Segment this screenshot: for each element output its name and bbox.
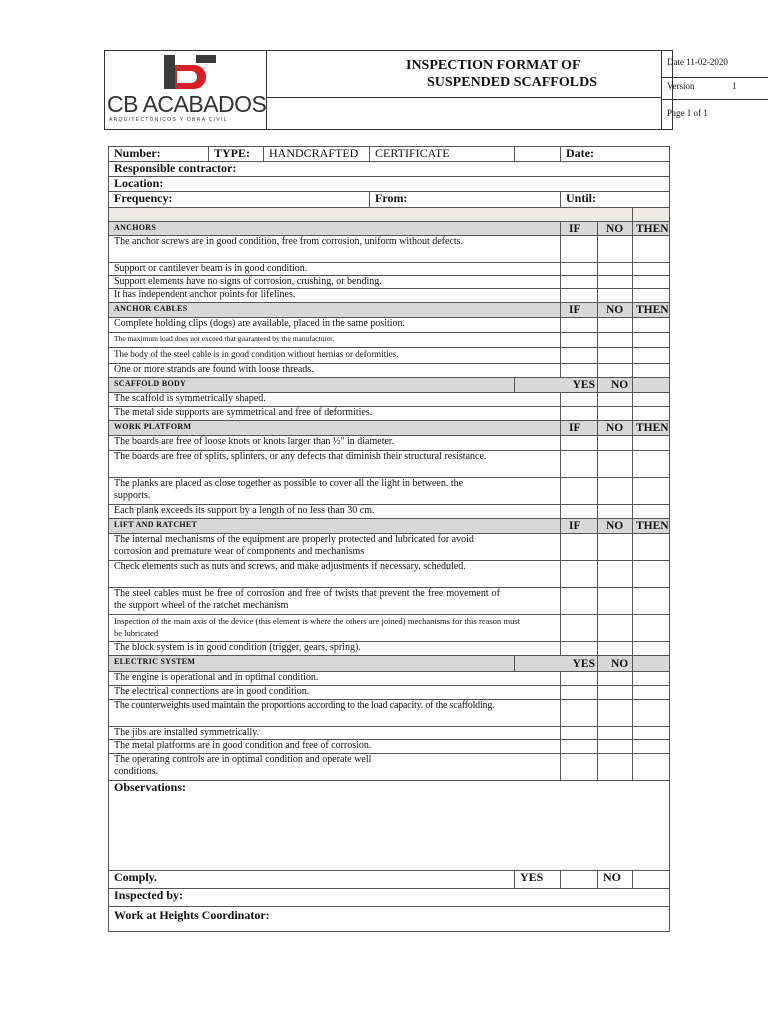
section-title: ELECTRIC SYSTEM xyxy=(109,656,515,672)
checklist-row xyxy=(109,451,670,478)
checklist-item: The operating controls are in optimal condition and operate well conditions. xyxy=(109,754,561,781)
type-label: TYPE: xyxy=(209,147,264,162)
section-title: WORK PLATFORM xyxy=(109,421,561,436)
check-yes[interactable] xyxy=(561,407,598,421)
comply-label: Comply. xyxy=(109,871,515,889)
section-anchor-cables xyxy=(109,303,670,318)
col-if: IF xyxy=(561,421,598,436)
coordinator-field[interactable]: Work at Heights Coordinator: xyxy=(109,907,670,932)
check-no[interactable] xyxy=(598,289,633,303)
comply-no-label: NO xyxy=(598,871,633,889)
doc-version xyxy=(662,78,768,100)
frequency-field[interactable]: Frequency: xyxy=(109,192,370,208)
comply-row xyxy=(109,871,670,889)
check-yes[interactable] xyxy=(561,700,598,727)
checklist-row xyxy=(109,615,670,642)
checklist-item: The steel cables must be free of corrosion and free of twists that prevent the free movement of the support wheel of the ratchet mechanism xyxy=(109,588,561,615)
checklist-row xyxy=(109,588,670,615)
col-then: THEN xyxy=(633,303,670,318)
comply-no-box[interactable] xyxy=(633,871,670,889)
check-then[interactable] xyxy=(633,436,670,451)
check-then[interactable] xyxy=(633,348,670,364)
checklist-row xyxy=(109,236,670,263)
document-header xyxy=(104,50,737,130)
checklist-row xyxy=(109,534,670,561)
check-if[interactable] xyxy=(561,478,598,505)
checklist-item: The internal mechanisms of the equipment are properly protected and lubricated for avoid corrosion and premature wear of components and mechanisms xyxy=(109,534,561,561)
company-logo xyxy=(105,51,267,129)
check-then[interactable] xyxy=(633,364,670,378)
check-then[interactable] xyxy=(633,642,670,656)
col-yes: YES xyxy=(515,656,598,672)
version-label: Version xyxy=(667,81,695,91)
checklist-item: The body of the steel cable is in good condition without hernias or deformities. xyxy=(109,348,561,364)
from-field[interactable]: From: xyxy=(370,192,561,208)
checklist-row xyxy=(109,700,670,727)
section-anchors xyxy=(109,222,670,236)
check-if[interactable] xyxy=(561,263,598,276)
check-if[interactable] xyxy=(561,505,598,519)
check-then[interactable] xyxy=(633,236,670,263)
checklist-row xyxy=(109,672,670,686)
checklist-item: The metal side supports are symmetrical and free of deformities. xyxy=(109,407,561,421)
check-no[interactable] xyxy=(598,700,633,727)
version-number: 1 xyxy=(732,81,737,91)
logo-mark-icon xyxy=(160,53,222,93)
check-then[interactable] xyxy=(633,318,670,333)
check-no[interactable] xyxy=(598,615,633,642)
check-no[interactable] xyxy=(598,588,633,615)
col-if: IF xyxy=(561,303,598,318)
check-no[interactable] xyxy=(598,436,633,451)
checklist-row xyxy=(109,348,670,364)
check-yes[interactable] xyxy=(561,727,598,740)
section-lift-ratchet xyxy=(109,519,670,534)
check-if[interactable] xyxy=(561,236,598,263)
checklist-row xyxy=(109,289,670,303)
check-yes[interactable] xyxy=(561,672,598,686)
title-line-1: INSPECTION FORMAT OF xyxy=(406,58,581,73)
col-no: NO xyxy=(598,303,633,318)
check-then[interactable] xyxy=(633,451,670,478)
checklist-row xyxy=(109,333,670,348)
handcrafted-option[interactable]: HANDCRAFTED xyxy=(264,147,370,162)
logo-tagline: ARQUITECTONICOS Y OBRA CIVIL xyxy=(109,117,228,123)
check-no[interactable] xyxy=(598,333,633,348)
checklist-item: The metal platforms are in good condition and free of corrosion. xyxy=(109,740,561,754)
col-yes: YES xyxy=(515,378,598,393)
responsible-contractor-field[interactable]: Responsible contractor: xyxy=(109,162,670,177)
title-line-2: SUSPENDED SCAFFOLDS xyxy=(427,75,597,90)
info-row-number xyxy=(109,147,670,162)
section-scaffold-body xyxy=(109,378,670,393)
checklist-item: The counterweights used maintain the proportions according to the load capacity. of the scaffolding. xyxy=(109,700,561,727)
checklist-row xyxy=(109,478,670,505)
check-no[interactable] xyxy=(598,672,633,686)
doc-page: Page 1 of 1 xyxy=(667,108,708,118)
checklist-item: The block system is in good condition (trigger, gears, spring). xyxy=(109,642,561,656)
check-if[interactable] xyxy=(561,436,598,451)
check-no[interactable] xyxy=(598,754,633,781)
check-no[interactable] xyxy=(598,407,633,421)
blank-band xyxy=(109,208,670,222)
col-then: THEN xyxy=(633,421,670,436)
section-title: ANCHORS xyxy=(109,222,561,236)
checklist-row xyxy=(109,393,670,407)
checklist-row xyxy=(109,263,670,276)
check-yes[interactable] xyxy=(561,740,598,754)
check-then[interactable] xyxy=(633,478,670,505)
check-no[interactable] xyxy=(598,740,633,754)
check-no[interactable] xyxy=(598,364,633,378)
title-blank-cell xyxy=(267,98,662,129)
col-if: IF xyxy=(561,519,598,534)
check-then[interactable] xyxy=(633,505,670,519)
col-no: NO xyxy=(598,421,633,436)
checklist-row xyxy=(109,727,670,740)
check-then[interactable] xyxy=(633,276,670,289)
section-title: ANCHOR CABLES xyxy=(109,303,561,318)
checklist-item: The engine is operational and in optimal condition. xyxy=(109,672,561,686)
checklist-item: The jibs are installed symmetrically. xyxy=(109,727,561,740)
checklist-item: It has independent anchor points for lifelines. xyxy=(109,289,561,303)
section-work-platform xyxy=(109,421,670,436)
document-title xyxy=(267,51,662,98)
check-yes[interactable] xyxy=(561,686,598,700)
inspection-form xyxy=(108,146,670,932)
check-then[interactable] xyxy=(633,588,670,615)
check-then[interactable] xyxy=(633,263,670,276)
check-then[interactable] xyxy=(633,534,670,561)
checklist-item: The anchor screws are in good condition, free from corrosion, uniform without defects. xyxy=(109,236,561,263)
checklist-row xyxy=(109,505,670,519)
doc-date: Date 11-02-2020 xyxy=(662,51,768,78)
number-field[interactable]: Number: xyxy=(109,147,209,162)
section-title: LIFT AND RATCHET xyxy=(109,519,561,534)
checklist-row xyxy=(109,740,670,754)
observations-row xyxy=(109,781,670,871)
col-no: NO xyxy=(598,222,633,236)
check-no[interactable] xyxy=(598,318,633,333)
check-if[interactable] xyxy=(561,642,598,656)
check-then[interactable] xyxy=(633,561,670,588)
logo-wordmark: CB ACABADOS xyxy=(107,91,267,117)
info-row-responsible xyxy=(109,162,670,177)
check-no[interactable] xyxy=(598,686,633,700)
check-no[interactable] xyxy=(598,263,633,276)
check-if[interactable] xyxy=(561,276,598,289)
check-if[interactable] xyxy=(561,333,598,348)
check-if[interactable] xyxy=(561,318,598,333)
check-no[interactable] xyxy=(598,236,633,263)
check-no[interactable] xyxy=(598,727,633,740)
certificate-option[interactable]: CERTIFICATE xyxy=(370,147,515,162)
checklist-row xyxy=(109,642,670,656)
check-if[interactable] xyxy=(561,561,598,588)
check-no[interactable] xyxy=(598,642,633,656)
check-no[interactable] xyxy=(598,276,633,289)
check-no[interactable] xyxy=(598,393,633,407)
check-no[interactable] xyxy=(598,534,633,561)
checklist-item: Each plank exceeds its support by a length of no less than 30 cm. xyxy=(109,505,561,519)
col-no: NO xyxy=(598,378,633,393)
observations-field[interactable]: Observations: xyxy=(109,781,670,871)
check-no[interactable] xyxy=(598,348,633,364)
coordinator-row xyxy=(109,907,670,932)
section-title: SCAFFOLD BODY xyxy=(109,378,515,393)
comply-yes-box[interactable] xyxy=(561,871,598,889)
checklist-item: Complete holding clips (dogs) are available, placed in the same position. xyxy=(109,318,561,333)
checklist-item: Inspection of the main axis of the device (this element is where the others are joined) mechanisms for this reason must be lubricated xyxy=(109,615,561,642)
check-then[interactable] xyxy=(633,615,670,642)
checklist-row xyxy=(109,561,670,588)
check-yes[interactable] xyxy=(561,754,598,781)
check-if[interactable] xyxy=(561,364,598,378)
checklist-item: The maximum load does not exceed that guaranteed by the manufacturer. xyxy=(109,333,561,348)
section-electric-system xyxy=(109,656,670,672)
checklist-row xyxy=(109,407,670,421)
info-row-frequency xyxy=(109,192,670,208)
check-no[interactable] xyxy=(598,451,633,478)
checklist-item: The electrical connections are in good condition. xyxy=(109,686,561,700)
checklist-item: Support elements have no signs of corrosion, crushing, or bending. xyxy=(109,276,561,289)
checklist-row xyxy=(109,364,670,378)
check-if[interactable] xyxy=(561,451,598,478)
checklist-row xyxy=(109,276,670,289)
col-no: NO xyxy=(598,656,633,672)
comply-yes-label: YES xyxy=(515,871,561,889)
location-field[interactable]: Location: xyxy=(109,177,670,192)
checklist-item: One or more strands are found with loose threads. xyxy=(109,364,561,378)
checklist-item: The planks are placed as close together as possible to cover all the light in between. the supports. xyxy=(109,478,561,505)
col-then: THEN xyxy=(633,222,670,236)
check-yes[interactable] xyxy=(561,393,598,407)
checklist-item: Support or cantilever beam is in good condition. xyxy=(109,263,561,276)
until-field[interactable]: Until: xyxy=(561,192,670,208)
col-if: IF xyxy=(561,222,598,236)
info-row-location xyxy=(109,177,670,192)
type-blank[interactable] xyxy=(515,147,561,162)
checklist-item: The boards are free of loose knots or knots larger than ½" in diameter. xyxy=(109,436,561,451)
date-field[interactable]: Date: xyxy=(561,147,670,162)
check-no[interactable] xyxy=(598,478,633,505)
inspected-by-field[interactable]: Inspected by: xyxy=(109,889,670,907)
check-if[interactable] xyxy=(561,289,598,303)
checklist-row xyxy=(109,754,670,781)
col-then: THEN xyxy=(633,519,670,534)
inspected-row xyxy=(109,889,670,907)
col-no: NO xyxy=(598,519,633,534)
check-if[interactable] xyxy=(561,588,598,615)
checklist-row xyxy=(109,436,670,451)
check-no[interactable] xyxy=(598,561,633,588)
check-no[interactable] xyxy=(598,505,633,519)
checklist-item: The scaffold is symmetrically shaped. xyxy=(109,393,561,407)
check-if[interactable] xyxy=(561,348,598,364)
check-then[interactable] xyxy=(633,333,670,348)
checklist-row xyxy=(109,318,670,333)
checklist-item: Check elements such as nuts and screws, and make adjustments if necessary. scheduled. xyxy=(109,561,561,588)
check-if[interactable] xyxy=(561,534,598,561)
check-then[interactable] xyxy=(633,289,670,303)
checklist-item: The boards are free of splits, splinters, or any defects that diminish their structural resistance. xyxy=(109,451,561,478)
checklist-row xyxy=(109,686,670,700)
check-if[interactable] xyxy=(561,615,598,642)
